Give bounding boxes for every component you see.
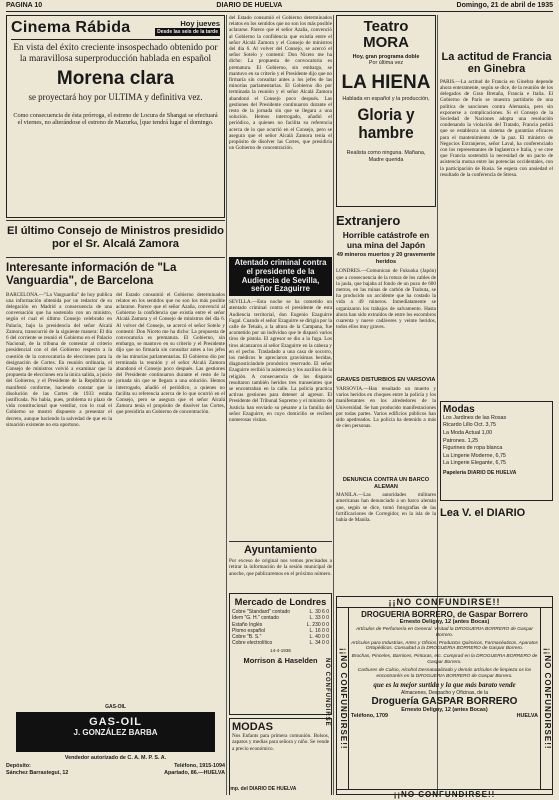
modas2-line: Figurines de ropa blanca [443,445,503,452]
modas2-line: La Moda Actual 1,00 [443,430,493,436]
gasoil-banner [16,712,215,752]
page-header [6,2,553,12]
drogueria-address: Ernesto Deligny, 12 (antes Bocas) [401,707,488,714]
gasoil-apartado: Apartado, 86.—HUELVA [164,770,225,777]
drogueria-items [351,627,538,679]
cinema-ad [6,15,225,218]
drogueria-slogan: que es la mejor surtida y la que más barato vende [373,681,516,690]
drogueria-phone: Teléfono, 1709 [351,713,389,720]
disturbios-headline: GRAVES DISTURBIOS EN VARSOVIA [336,377,436,384]
gasoil-address: Sánchez Barrasteguí, 12 [6,770,69,777]
atentado-headline: Atentado criminal contra el presidente de la Audiencia de Sevilla, señor Ezaguirre [229,257,332,296]
gasoil-deposito: Depósito: [6,763,31,770]
drogueria-ad [336,596,553,799]
cinema-film: Morena clara [56,68,175,90]
drogueria-side-right: ¡¡NO CONFUNDIRSE!! [540,608,552,789]
gasoil-vendedor: Vendedor autorizado de C. A. M. P. S. A. [64,755,167,762]
drogueria-item: Carbures de Calcio, Alcohol Desnaturalizado y demás artículos de limpieza os los encontraréis en la DROGUERIA BORRERO de Gaspar Borrero. [357,667,532,679]
mercado-label: Cobre "Standard" contado [232,609,291,616]
column-rule [333,15,334,795]
teatro-title: Teatro MORA [363,18,409,51]
extranjero-headline: Horrible catástrofe en una mina del Japón [342,230,430,250]
extranjero-sub: 49 mineros muertos y 20 gravemente heridos [336,252,436,265]
cinema-note: Como consecuencia de ésta prórroga, el estreno de Locura de Shangai se efectuará el viernes, no alterándose el estreno de Mazurka, [que tendrá lugar el domingo. [13,111,218,127]
page-number: PAGINA 10 [6,2,43,9]
drogueria-title: DROGUERIA BORRERO, de Gaspar Borrero [361,610,528,619]
vanguardia-article [6,292,225,706]
cinema-day: Hoy jueves [180,19,220,28]
extranjero-body: LONDRES.—Comunican de Fukuoka (Japón) que a consecuencia de la rotura de los cables de la jaula, que bajaba al fondo de un pozo de 600 metros, en las minas de carbón de Tsubuta, se ha producido un accidente que ha costado la vida a 49 mineros. Inmediatamente se organizaron los trabajos de salvamento. Hasta ahora han sido extraídos de entre los escombros cuarenta y nueve cadáveres y veinte heridos, todos ellos muy graves. [336,268,436,331]
consejo-headline: El último Consejo de Ministros presidido por el Sr. Alcalá Zamora [7,225,224,250]
mercado-row [232,640,329,646]
atentado-body: SEVILLA.—Esta noche se ha cometido un atentado criminal contra el presidente de esta Audiencia territorial, don Eugenio Ezaguirre Fagal. Cuando el señor Ezaguirre se dirigía por la calle de Tetuán, a la altura de la Campana, fue acometido por un individuo que le disparó varios tiros de pistola. El agresor se dio a la fuga. Los tiros alcanzaron al señor Ezaguirre en la cabeza y en el pecho. Trasladado a una casa de socorro, los médicos le apreciaron gravísimas heridas, diagnosticándole pronóstico reservado. El señor Ezaguirre recibió la asistencia y los auxilios de la religión. A consecuencia de los disparos resultaron también heridos tres transeúntes que se encontraban en la calle. La policía practica activas gestiones para detener al agresor. El Presidente del Tribunal Supremo y el ministro de Justicia han enviado su pésame a la familia del señor Ezaguirre, en cuyo domicilio se reciben numerosas visitas. [229,299,332,424]
drogueria-side-left: ¡¡NO CONFUNDIRSE!! [337,608,349,789]
francia-title: La actitud de Francia en Ginebra [441,51,552,76]
cinema-title: Cinema Rábida [11,19,131,36]
mercado-title: Mercado de Londres [234,596,327,608]
teatro-film1-note: Hablada en español y la producción, [342,96,430,102]
lea-diario: Lea V. el DIARIO [440,506,526,519]
drogueria-city: HUELVA [516,713,538,720]
teatro-ad [336,15,436,207]
cinema-intro: En vista del éxito creciente insospechado obtenido por la maravillosa superproducción hablada en español [13,43,218,64]
paper-name: DIARIO DE HUELVA [216,2,283,9]
modas-title: MODAS [232,721,273,734]
teatro-line1: Hoy, gran programa doble [352,54,420,60]
modas2-sponsor: Papelería DIARIO DE HUELVA [443,469,517,476]
modas-body: Nos Enfants para primera comunión. Bolsos, zapatos y medias para señora y niño. Se vende a precio económico. [232,733,329,752]
modas2-title: Modas [443,403,475,415]
column-1 [6,15,225,795]
drogueria-banner-bottom: ¡¡NO CONFUNDIRSE!! [337,789,552,799]
modas2-box [440,401,553,501]
drogueria-sub: Ernesto Deligny, 12 (antes Bocas) [399,619,490,625]
denuncia-headline: DENUNCIA CONTRA UN BARCO ALEMAN [342,476,430,490]
vanguardia-headline: Interesante información de "La Vanguardia", de Barcelona [6,261,177,287]
mercado-rows [232,609,329,646]
mercado-value: L. 40 0 0 [309,634,329,640]
teatro-film1: LA HIENA [341,72,431,93]
rule [229,541,332,542]
vanguardia-continuation: del Estado consumió el Gobierno determinados relatos en los sentidos que no son los más posible aclararse. Parece que el señor Azaña, convenció al Gobierno la confidencia que existía entre el señor Alcalá Zamora y el Consejo de ministros del día 6. Al volver del Consejo, se acercó el señor Sotelo y contestó: Don Niceto me ha dicho: La propuesta de convocatoria es prematura. El Gobierno, sin embargo, se mantuvo en su criterio y el Presidente dijo que no firmaría sin consultar antes a los jefes de las minorías parlamentarias. El Gobierno dio por terminada la reunión y el señor Alcalá Zamora abandonó el Consejo poco después. Las gestiones del Presidente continuaron durante el resto de la jornada sin que se llegara a una solución. Hemos interrogado, añadió el periódico, a quienes no facilita su referencia acerca de lo que ocurrió en el Consejo, pero se asegura que el señor Alcalá Zamora tenía el propósito de disolver las Cortes, que presidiría un Gobierno de concentración. [229,15,332,152]
modas2-lines [443,415,550,468]
column-2 [229,15,332,795]
mercado-value: L. 230 0 0 [306,621,329,628]
mercado-date: 14-4-1935 [270,648,291,654]
mercado-label: Estaño Inglés [232,621,263,628]
disturbios-body: VARSOVIA.—Han resultado un muerto y varios heridos en choques entre la policía y los manifestantes en los alrededores de la Universidad. Se han producido manifestaciones por todas partes. Varios edificios públicos han sido apedreados. La policía ha detenido a más de cien personas. [336,385,436,430]
modas2-line: Los Jardines de las Rosas [443,414,507,421]
vanguardia-col1: BARCELONA.—"La Vanguardia" de hoy publica una información obtenida por un redactor de su delegación en Madrid a consecuencia de una conversación que ha sostenido con un ministro, según el cual el último Consejo celebrado en Palacio, bajo la presidencia del señor Alcalá Zamora, transcurrió de la siguiente manera: El día 6 del corriente se reunió el Gobierno en el Palacio Nacional, de la tribuna de contestar al criterio presidencial con el del Gobierno respecto a la cuestión de la convocatoria de elecciones para la designación de Cortes. En reunión ordinaria, el Consejo de ministros volvió a examinar que la propuesta de elecciones era la única salida, a juicio del Gobierno, y el Presidente de la República se manifestó conforme, haciendo constar que la disolución de las Cortes de 1933 estaba justificada. No había, pues, problema ni plazo de vida constitucional que ventilar, con lo cual el Gobierno se mostró dispuesto a presentar el decreto, aunque haciendo la salvedad de que en la situación existente no era oportuno. [6,291,112,428]
drogueria-item: Artículos para Industrias, Artes y Oficios. Productos Químicos, Farmacéuticos. Aparatos Ortopédicos. Consultad a la DROGUERIA BORRERO de Gaspar Borrero. [351,640,538,652]
modas2-line: Ricardo Lillo Oct. 3,75 [443,422,497,429]
mercado-label: Cobre electrolítico [232,640,273,647]
mercado-value: L. 16 0 0 [309,627,329,634]
modas-box [229,718,332,795]
rule [6,257,225,258]
gasoil-name: J. GONZÁLEZ BARBA [73,728,158,738]
cinema-after: se proyectará hoy por ULTIMA y definitiva vez. [28,92,203,103]
mercado-value: L. 34 0 0 [309,640,329,647]
rule [6,220,225,221]
drogueria-item: Brochas, Pinceles, Barnices, Pinturas, etc. Comprad en la DROGUERIA BORRERO de Gaspar Borrero. [351,654,538,665]
column-rule [226,15,227,795]
denuncia-body: MANILA.—Las autoridades militares americanas han denunciado a un barco alemán que, según se dice, tomó fotografías de las fortificaciones de Corregidor, en la isla de la bahía de Manila. [336,492,436,523]
extranjero-title: Extranjero [336,213,401,228]
ayuntamiento-title: Ayuntamiento [244,544,317,557]
modas2-line: La Lingerie Moderne, 6,75 [443,452,506,459]
teatro-film2: Gloria y hambre [357,105,415,143]
mercado-sponsor: Morrison & Haselden [243,655,318,665]
mercado-box [229,593,332,715]
ayuntamiento-body: Por exceso de original nos vemos precisados a retirar la información de la sesión municipal de anoche, que publicaremos en el próximo número. [229,558,332,577]
drogueria-banner: ¡¡NO CONFUNDIRSE!! [337,597,552,608]
drogueria-final: Droguería GASPAR BORRERO [371,696,518,708]
teatro-note: Realista como ninguna. Mañana, Madre querida [346,150,426,163]
teatro-line2: Por última vez [368,60,404,66]
page-date: Domingo, 21 de abril de 1935 [456,2,553,9]
no-confundirse-vertical: NO CONFUNDIRSE [324,658,330,727]
modas2-line: Patrones. 1,25 [443,437,479,444]
colofon: Imp. del DIARIO DE HUELVA [229,786,297,792]
gasoil-small-label: GAS-OIL [105,704,126,710]
gasoil-telefono: Teléfono, 1915-1094 [174,763,225,770]
mercado-label: Ídem "G. H." contado [232,615,279,622]
vanguardia-col2: del Estado consumió el Gobierno determinados relatos en los sentidos que no son los más posible aclararse. Parece que el señor Azaña, convenció al Gobierno la confidencia que existía entre el señor Alcalá Zamora y el Consejo de ministros del día 6. Al volver del Consejo, se acercó el señor Sotelo y contestó: Don Niceto me ha dicho: La propuesta de convocatoria es prematura. El Gobierno, sin embargo, se mantuvo en su criterio y el Presidente dijo que no firmaría sin consultar antes a los jefes de las minorías parlamentarias. El Gobierno dio por terminada la reunión y el señor Alcalá Zamora abandonó el Consejo poco después. Las gestiones del Presidente continuaron durante el resto de la jornada sin que se llegara a una solución. Hemos interrogado, añadió el periódico, a quienes no facilita su referencia acerca de lo que ocurrió en el Consejo, pero se asegura que el señor Alcalá Zamora tenía el propósito de disolver las Cortes, que presidiría un Gobierno de concentración. [116,291,225,416]
drogueria-almacenes: Almacenes, Despacho y Oficinas, de la [401,690,488,697]
mercado-label: Cobre "B. S." [232,634,262,640]
drogueria-item: Artículos de Perfumería en General. Visitad la DROGUERIA BORRERO de Gaspar Borrero. [355,627,534,638]
mercado-label: Plomo español [232,627,266,634]
francia-body: PARIS.—La actitud de Francia en Ginebra depende ahora enteramente, según se dice, de la reunión de los delegados de Gran Bretaña, Francia e Italia. El Gobierno de París se muestra partidario de una política de sanciones contra Alemania, pero sin exponerse a complicaciones. Si el Consejo de la Sociedad de Naciones adopta una resolución condenando la violación del Tratado, Francia pedirá que se establezca un sistema de garantías eficaces para el mantenimiento de la paz. El ministro de Negocios Extranjeros, señor Laval, ha conferenciado con los representantes de Inglaterra e Italia, y se cree que Francia sostendrá la necesidad de un pacto de asistencia mutua entre las potencias occidentales, con la participación de Rusia. Se espera con ansiedad el resultado de la conferencia de Stresa. [440,78,553,178]
modas2-line: La Lingerie Elegante, 6,75 [443,460,506,467]
gasoil-label: GAS-OIL [89,716,142,729]
cinema-time: Desde las seis de la tarde [157,29,218,35]
gasoil-ad [6,705,225,795]
mercado-value: L. 30 6 0 [309,609,329,616]
mercado-value: L. 33 0 0 [309,615,329,622]
